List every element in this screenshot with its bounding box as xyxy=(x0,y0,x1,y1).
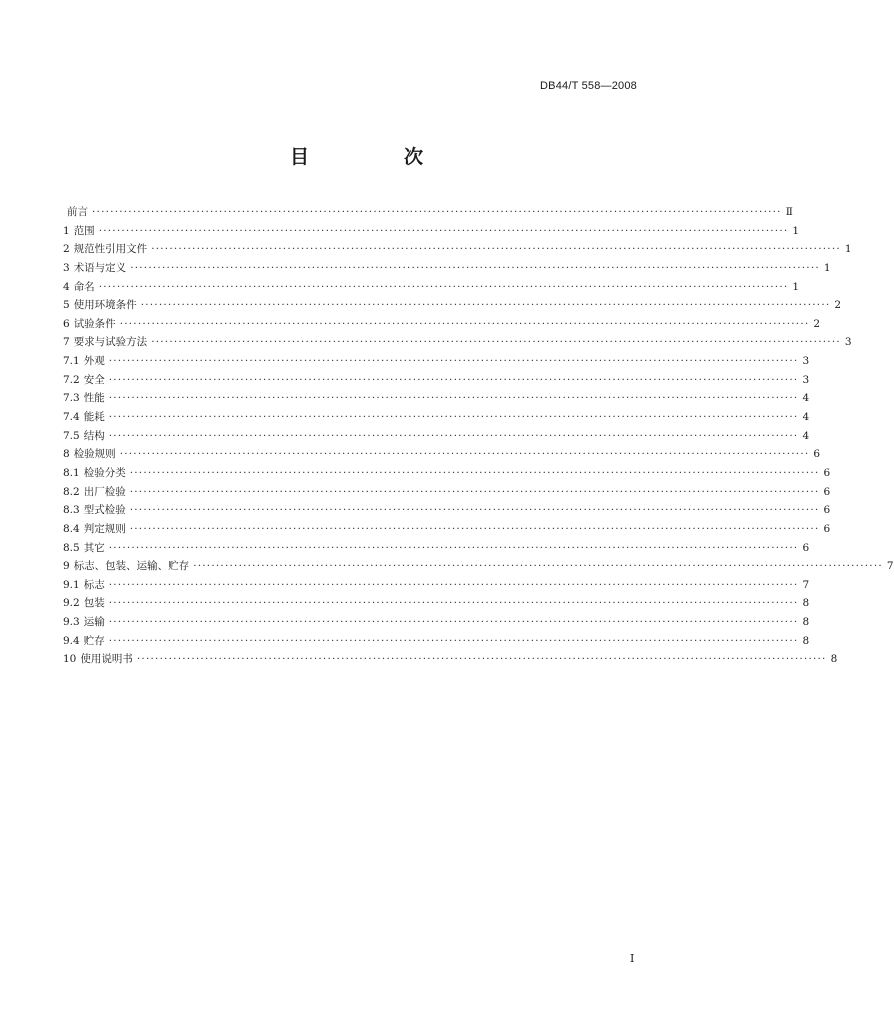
toc-entry-label xyxy=(63,520,130,539)
toc-entry-page: 3 xyxy=(802,373,810,386)
toc-entry-page: 6 xyxy=(823,522,831,535)
toc-entry-page: 1 xyxy=(823,261,831,274)
toc-entry-page: 2 xyxy=(813,317,821,330)
toc-leader-dots: ························································································································································ xyxy=(151,243,841,256)
toc-entry-title: 安全 xyxy=(83,373,105,386)
document-code: DB44/T 558—2008 xyxy=(540,80,637,92)
toc-entry[interactable] xyxy=(63,203,793,222)
toc-entry-number: 8.4 xyxy=(63,522,80,535)
toc-entry-page: 8 xyxy=(802,634,810,647)
toc-leader-dots: ························································································································································ xyxy=(108,541,799,554)
toc-entry-label xyxy=(63,389,109,408)
toc-entry-title: 结构 xyxy=(83,429,105,442)
toc-entry-title: 规范性引用文件 xyxy=(73,243,148,256)
toc-leader-dots: ························································································································································ xyxy=(151,336,841,349)
toc-entry-page: 1 xyxy=(844,243,852,256)
toc-entry[interactable] xyxy=(63,483,831,502)
toc-entry[interactable] xyxy=(63,501,831,520)
toc-entry-label xyxy=(63,222,99,241)
toc-entry-title: 标志、包装、运输、贮存 xyxy=(73,560,190,573)
toc-leader-dots: ························································································································································ xyxy=(108,616,799,629)
toc-leader-dots: ························································································································································ xyxy=(119,448,810,461)
toc-entry-label xyxy=(63,594,109,613)
toc-entry-title: 要求与试验方法 xyxy=(73,336,148,349)
toc-entry-title: 贮存 xyxy=(83,634,105,647)
toc-entry[interactable] xyxy=(63,594,810,613)
toc-entry-page: 1 xyxy=(792,280,800,293)
toc-entry-label xyxy=(63,408,109,427)
toc-entry-title: 检验分类 xyxy=(83,466,126,479)
toc-entry-label xyxy=(63,576,109,595)
toc-entry-page: 8 xyxy=(830,653,838,666)
toc-entry-label xyxy=(63,650,137,669)
toc-entry-number: 9.2 xyxy=(63,597,80,610)
toc-entry-title: 能耗 xyxy=(83,411,105,424)
toc-leader-dots: ························································································································································ xyxy=(119,317,810,330)
toc-entry-page: 2 xyxy=(834,299,842,312)
toc-entry-page: 7 xyxy=(886,560,894,573)
toc-entry-title: 其它 xyxy=(83,541,105,554)
toc-entry-title: 性能 xyxy=(83,392,105,405)
toc-entry-label xyxy=(63,278,99,297)
toc-entry[interactable] xyxy=(63,632,810,651)
toc-entry-label xyxy=(63,539,109,558)
toc-entry-title: 范围 xyxy=(73,224,95,237)
toc-entry-number: 6 xyxy=(63,317,70,330)
toc-entry-number: 7 xyxy=(63,336,70,349)
toc-entry-title: 标志 xyxy=(83,578,105,591)
toc-leader-dots: ························································································································································ xyxy=(108,578,799,591)
toc-leader-dots: ························································································································································ xyxy=(136,653,827,666)
toc-entry-title: 术语与定义 xyxy=(73,261,127,274)
toc-entry-label xyxy=(63,296,141,315)
toc-entry-number: 1 xyxy=(63,224,70,237)
toc-leader-dots: ························································································································································ xyxy=(130,261,820,274)
toc-entry-label xyxy=(63,259,130,278)
toc-entry[interactable] xyxy=(63,333,852,352)
toc-leader-dots: ························································································································································ xyxy=(98,224,789,237)
toc-entry[interactable] xyxy=(63,539,810,558)
toc-entry-title: 运输 xyxy=(83,616,105,629)
toc-entry[interactable] xyxy=(63,240,852,259)
toc-entry-label xyxy=(63,501,130,520)
toc-entry[interactable] xyxy=(63,222,800,241)
toc-entry-number: 8 xyxy=(63,448,70,461)
toc-entry[interactable] xyxy=(63,389,810,408)
toc-entry-number: 8.3 xyxy=(63,504,80,517)
toc-entry-page: 6 xyxy=(823,485,831,498)
toc-entry-label xyxy=(63,240,151,259)
toc-leader-dots: ························································································································································ xyxy=(98,280,789,293)
toc-leader-dots: ························································································································································ xyxy=(129,522,820,535)
toc-entry-number: 3 xyxy=(63,261,70,274)
toc-entry-page: 8 xyxy=(802,616,810,629)
toc-leader-dots: ························································································································································ xyxy=(108,597,799,610)
toc-entry-number: 4 xyxy=(63,280,70,293)
toc-entry[interactable] xyxy=(63,278,800,297)
toc-leader-dots: ························································································································································ xyxy=(129,504,820,517)
toc-entry-label xyxy=(63,203,92,222)
toc-entry-title: 命名 xyxy=(73,280,95,293)
toc-entry-number: 9 xyxy=(63,560,70,573)
toc-entry-page: Ⅱ xyxy=(785,206,793,218)
toc-entry-number: 7.1 xyxy=(63,355,80,368)
toc-entry[interactable] xyxy=(63,259,831,278)
toc-entry-page: 1 xyxy=(792,224,800,237)
toc-entry-number: 9.4 xyxy=(63,634,80,647)
toc-entry-label xyxy=(63,333,151,352)
toc-entry[interactable] xyxy=(63,445,821,464)
toc-entry-title: 出厂检验 xyxy=(83,485,126,498)
toc-entry-page: 6 xyxy=(802,541,810,554)
toc-entry-label xyxy=(63,613,109,632)
toc-entry-title: 型式检验 xyxy=(83,504,126,517)
toc-entry[interactable] xyxy=(63,613,810,632)
toc-entry-page: 6 xyxy=(823,466,831,479)
toc-entry[interactable] xyxy=(63,520,831,539)
toc-entry[interactable] xyxy=(63,464,831,483)
toc-entry-number: 8.1 xyxy=(63,466,80,479)
toc-entry-page: 6 xyxy=(823,504,831,517)
toc-entry-page: 3 xyxy=(844,336,852,349)
toc-entry-page: 4 xyxy=(802,429,810,442)
toc-leader-dots: ························································································································································ xyxy=(108,429,799,442)
toc-entry-page: 3 xyxy=(802,355,810,368)
toc-leader-dots: ························································································································································ xyxy=(129,466,820,479)
toc-leader-dots: ························································································································································ xyxy=(108,355,799,368)
toc-entry-number: 8.5 xyxy=(63,541,80,554)
toc-entry-label xyxy=(63,464,130,483)
toc-entry[interactable] xyxy=(63,576,810,595)
toc-leader-dots: ························································································································································ xyxy=(108,634,799,647)
toc-entry[interactable] xyxy=(63,650,838,669)
toc-entry[interactable] xyxy=(63,427,810,446)
toc-entry-label xyxy=(63,557,193,576)
toc-entry-number: 7.2 xyxy=(63,373,80,386)
toc-entry-page: 8 xyxy=(802,597,810,610)
table-of-contents xyxy=(63,203,894,669)
toc-entry[interactable] xyxy=(63,371,810,390)
toc-entry-title: 判定规则 xyxy=(83,522,126,535)
toc-entry[interactable] xyxy=(63,352,810,371)
toc-entry-label xyxy=(63,427,109,446)
page-number: I xyxy=(630,952,635,965)
toc-entry-label xyxy=(63,445,120,464)
toc-entry-number: 7.4 xyxy=(63,411,80,424)
toc-entry-label xyxy=(63,632,109,651)
toc-leader-dots: ························································································································································ xyxy=(92,206,782,218)
toc-entry-number: 7.3 xyxy=(63,392,80,405)
toc-entry-page: 4 xyxy=(802,392,810,405)
toc-leader-dots: ························································································································································ xyxy=(108,411,799,424)
toc-entry-title: 包装 xyxy=(83,597,105,610)
toc-entry-label xyxy=(63,483,130,502)
toc-entry[interactable] xyxy=(63,408,810,427)
toc-entry-number: 10 xyxy=(63,653,77,666)
toc-entry-page: 6 xyxy=(813,448,821,461)
toc-entry-page: 4 xyxy=(802,411,810,424)
toc-entry-number: 7.5 xyxy=(63,429,80,442)
toc-leader-dots: ························································································································································ xyxy=(193,560,883,573)
toc-entry-title: 使用说明书 xyxy=(80,653,133,666)
toc-entry[interactable] xyxy=(63,557,894,576)
toc-entry-number: 9.1 xyxy=(63,578,80,591)
toc-entry-label xyxy=(63,371,109,390)
toc-entry-label xyxy=(63,352,109,371)
toc-leader-dots: ························································································································································ xyxy=(140,299,831,312)
toc-entry-number: 2 xyxy=(63,243,70,256)
toc-entry-title: 使用环境条件 xyxy=(73,299,137,312)
toc-entry-label xyxy=(63,315,120,334)
toc-entry-number: 9.3 xyxy=(63,616,80,629)
toc-entry-title: 检验规则 xyxy=(73,448,116,461)
toc-entry-title: 前言 xyxy=(67,206,88,218)
toc-entry-number: 8.2 xyxy=(63,485,80,498)
toc-entry-title: 外观 xyxy=(83,355,105,368)
toc-entry[interactable] xyxy=(63,315,821,334)
toc-entry-title: 试验条件 xyxy=(73,317,116,330)
toc-entry[interactable] xyxy=(63,296,842,315)
page-title: 目 次 xyxy=(289,146,461,168)
toc-entry-number: 5 xyxy=(63,299,70,312)
toc-leader-dots: ························································································································································ xyxy=(129,485,820,498)
toc-leader-dots: ························································································································································ xyxy=(108,392,799,405)
toc-leader-dots: ························································································································································ xyxy=(108,373,799,386)
toc-entry-page: 7 xyxy=(802,578,810,591)
